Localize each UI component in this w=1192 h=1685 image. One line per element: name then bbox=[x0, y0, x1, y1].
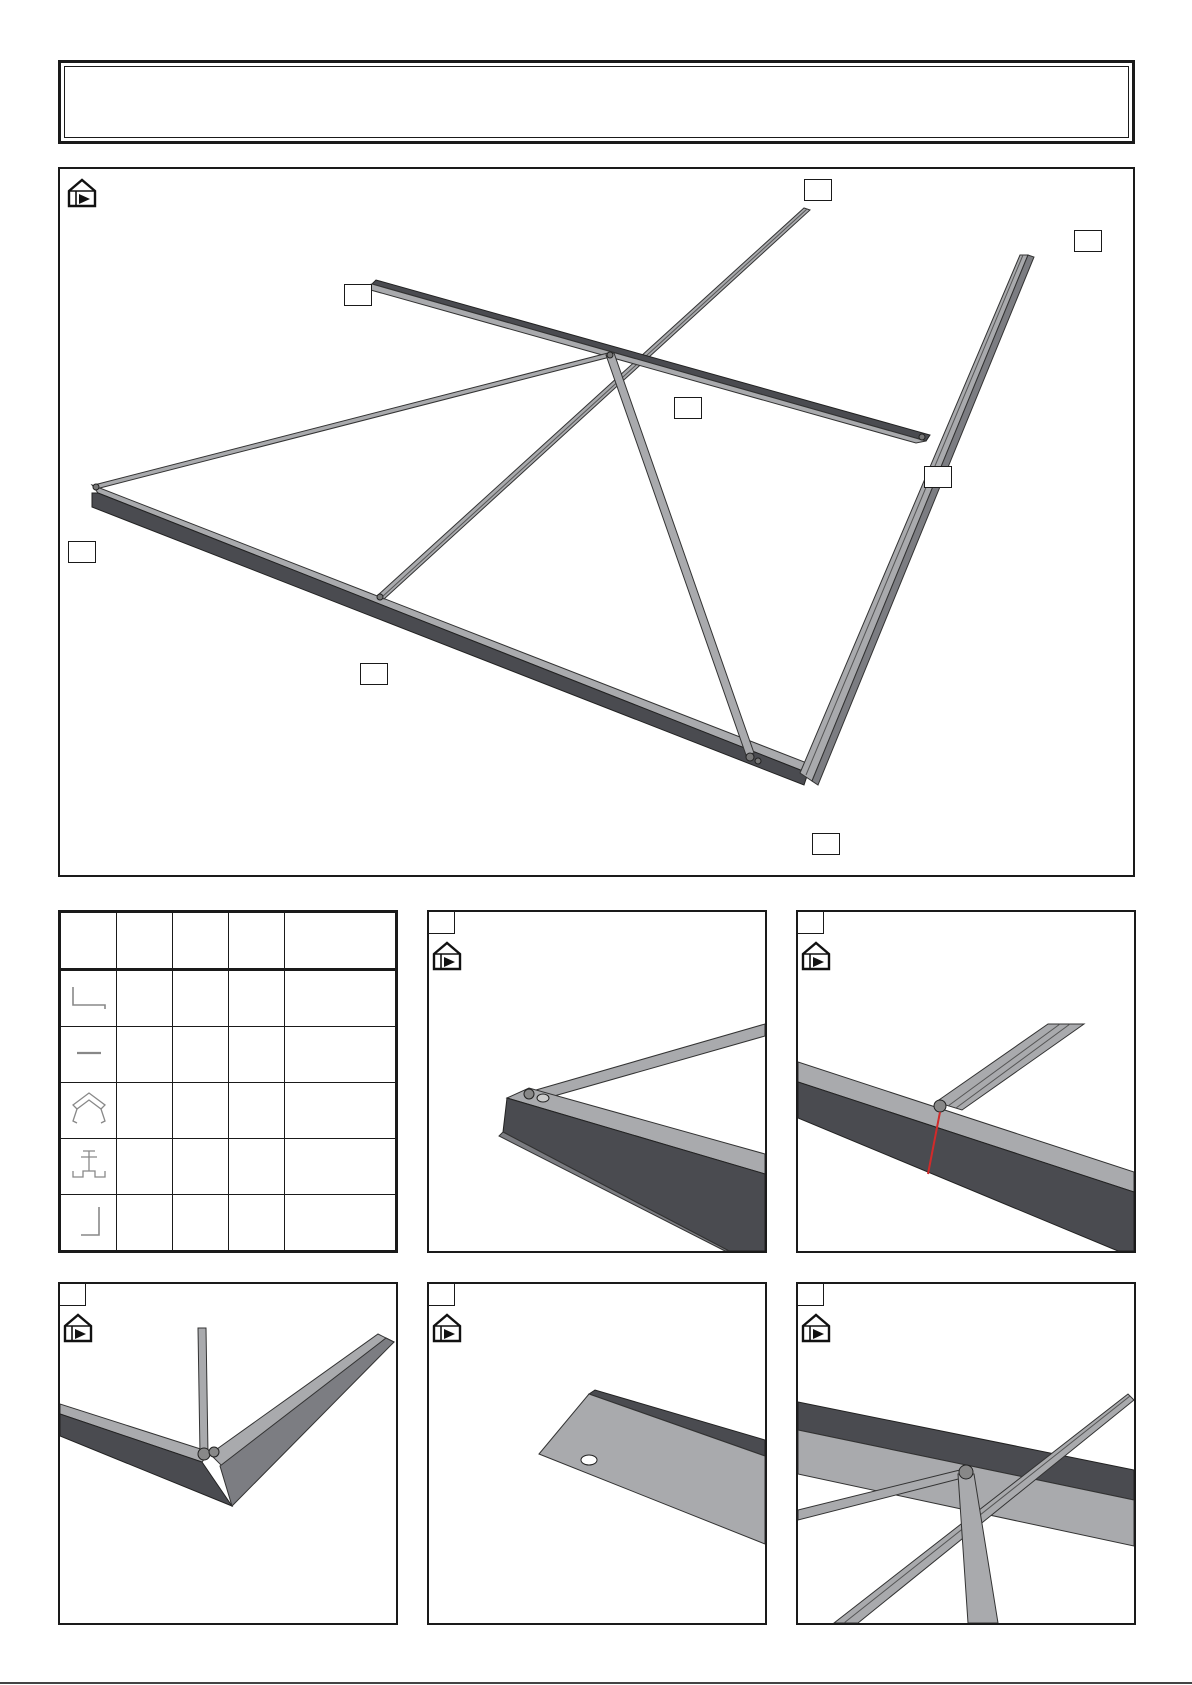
table-cell bbox=[285, 1139, 396, 1195]
table-header-row bbox=[61, 913, 396, 970]
table-cell bbox=[285, 1027, 396, 1083]
detail-panel-front-corner bbox=[58, 1282, 398, 1625]
table-cell bbox=[173, 1083, 229, 1139]
detail-number bbox=[796, 910, 824, 934]
greenhouse-play-icon bbox=[800, 940, 832, 972]
angle-profile-icon bbox=[69, 983, 109, 1011]
table-header-cell bbox=[173, 913, 229, 970]
glazing-bar-icon bbox=[67, 1145, 111, 1185]
detail-drawing bbox=[429, 1284, 765, 1623]
callout-box bbox=[344, 284, 372, 306]
page-bottom-rule bbox=[0, 1682, 1192, 1684]
table-row bbox=[61, 1083, 396, 1139]
ridge-bracket-icon bbox=[67, 1087, 111, 1131]
assembly-scene bbox=[60, 169, 1133, 875]
table-cell bbox=[117, 1083, 173, 1139]
detail-panel-center-joint bbox=[796, 1282, 1136, 1625]
detail-drawing bbox=[798, 912, 1134, 1251]
greenhouse-play-icon bbox=[431, 940, 463, 972]
callout-box bbox=[674, 397, 702, 419]
table-cell bbox=[229, 1139, 285, 1195]
table-cell bbox=[229, 1195, 285, 1251]
parts-table bbox=[58, 910, 398, 1253]
main-assembly-diagram bbox=[58, 167, 1135, 877]
table-cell bbox=[117, 1027, 173, 1083]
callout-box bbox=[1074, 230, 1102, 252]
callout-box bbox=[812, 833, 840, 855]
table-header-cell bbox=[285, 913, 396, 970]
detail-number bbox=[427, 910, 455, 934]
detail-number bbox=[796, 1282, 824, 1306]
table-cell bbox=[173, 1195, 229, 1251]
corner-angle-icon bbox=[69, 1203, 109, 1239]
detail-panel-rail-end bbox=[427, 1282, 767, 1625]
table-cell bbox=[173, 970, 229, 1027]
table-cell bbox=[173, 1027, 229, 1083]
table-cell bbox=[229, 1027, 285, 1083]
table-cell bbox=[173, 1139, 229, 1195]
header-inner-border bbox=[64, 66, 1129, 138]
table-cell bbox=[117, 1139, 173, 1195]
detail-panel-glazing-joint bbox=[796, 910, 1136, 1253]
greenhouse-play-icon bbox=[431, 1312, 463, 1344]
detail-panel-brace-corner bbox=[427, 910, 767, 1253]
detail-number bbox=[427, 1282, 455, 1306]
table-row bbox=[61, 1195, 396, 1251]
table-cell bbox=[229, 1083, 285, 1139]
table-row bbox=[61, 1139, 396, 1195]
detail-drawing bbox=[429, 912, 765, 1251]
table-cell bbox=[117, 1195, 173, 1251]
greenhouse-play-icon bbox=[62, 1312, 94, 1344]
flat-bar-icon bbox=[69, 1039, 109, 1067]
detail-drawing bbox=[798, 1284, 1134, 1623]
table-row bbox=[61, 970, 396, 1027]
table-cell bbox=[285, 970, 396, 1027]
table-header-cell bbox=[117, 913, 173, 970]
table-cell bbox=[229, 970, 285, 1027]
callout-box bbox=[68, 541, 96, 563]
callout-box bbox=[804, 179, 832, 201]
table-header-cell bbox=[229, 913, 285, 970]
detail-drawing bbox=[60, 1284, 396, 1623]
header-box bbox=[58, 60, 1135, 144]
table-header-cell bbox=[61, 913, 117, 970]
table-cell bbox=[285, 1195, 396, 1251]
table-cell bbox=[117, 970, 173, 1027]
callout-box bbox=[360, 663, 388, 685]
greenhouse-play-icon bbox=[800, 1312, 832, 1344]
table-cell bbox=[285, 1083, 396, 1139]
table-row bbox=[61, 1027, 396, 1083]
callout-box bbox=[924, 466, 952, 488]
detail-number bbox=[58, 1282, 86, 1306]
